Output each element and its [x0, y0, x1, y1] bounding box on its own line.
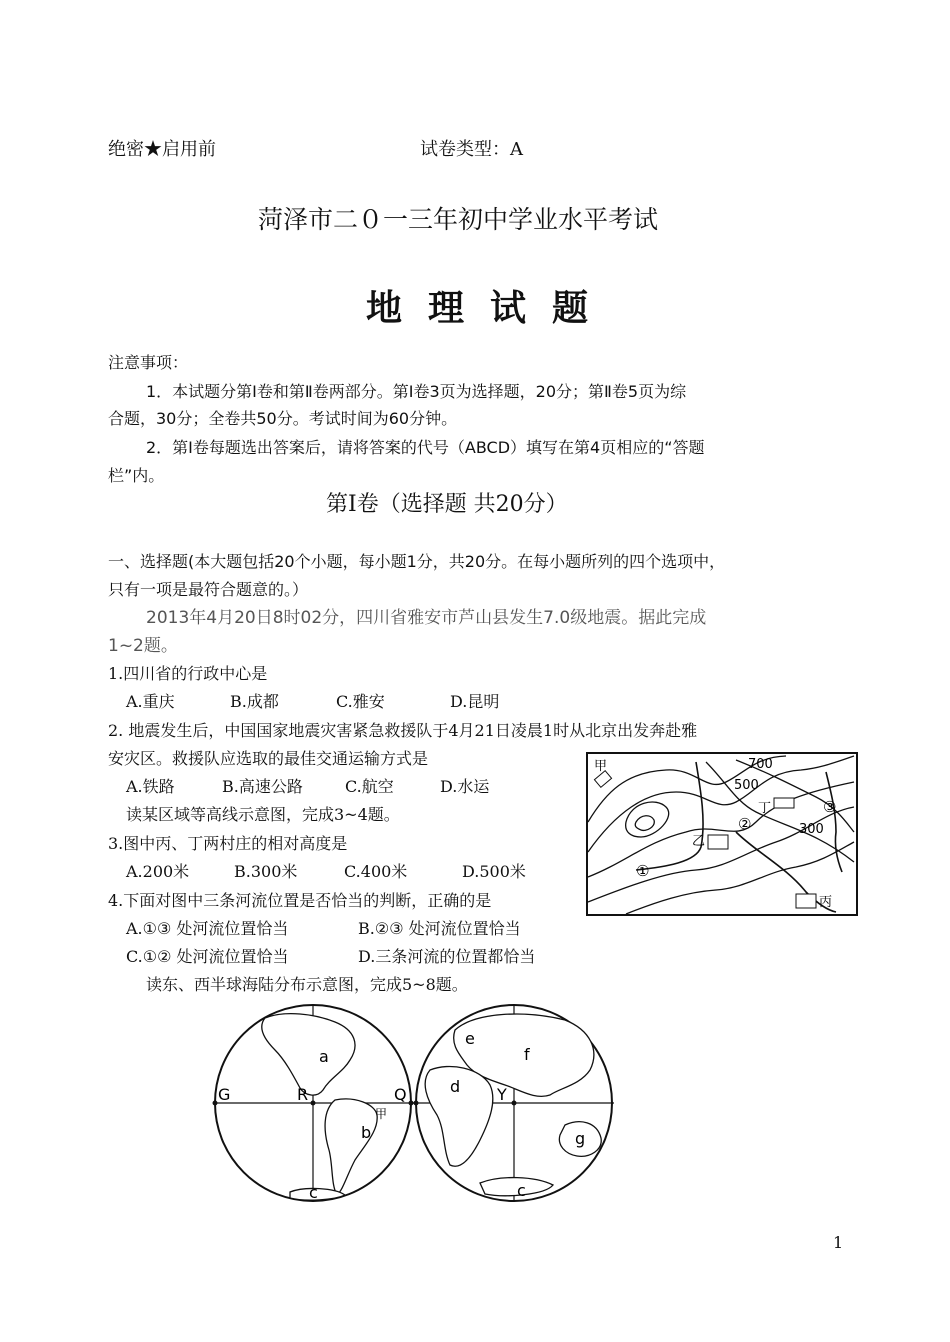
section-instruction-line1: 一、选择题(本大题包括20个小题，每小题1分，共20分。在每小题所列的四个选项中，: [108, 552, 726, 571]
q1-option-b: B.成都: [230, 692, 279, 711]
label-b: b: [361, 1123, 372, 1142]
contour-map: [586, 752, 858, 916]
q1-option-d: D.昆明: [450, 692, 500, 711]
label-jia-hemisphere: 甲: [375, 1107, 388, 1121]
intro-12-line2: 1~2题。: [108, 636, 178, 656]
village-bing-icon: [796, 894, 816, 908]
point-G-icon: [213, 1101, 218, 1106]
south-america-shape: [325, 1099, 377, 1195]
label-river-2: ②: [738, 815, 752, 833]
label-f: f: [524, 1045, 530, 1064]
label-500: 500: [734, 778, 759, 793]
label-jia: 甲: [594, 759, 608, 774]
label-Y: Y: [497, 1085, 507, 1104]
label-yi: 乙: [692, 834, 706, 849]
q4-stem: 4.下面对图中三条河流位置是否恰当的判断，正确的是: [108, 891, 492, 910]
intro-34: 读某区域等高线示意图，完成3~4题。: [126, 805, 400, 824]
notes-item1-line1: 1．本试题分第Ⅰ卷和第Ⅱ卷两部分。第Ⅰ卷3页为选择题，20分；第Ⅱ卷5页为综: [146, 382, 687, 401]
exam-title: 菏泽市二０一三年初中学业水平考试: [258, 205, 659, 234]
q3-stem: 3.图中丙、丁两村庄的相对高度是: [108, 834, 348, 853]
label-c-east: c: [517, 1181, 526, 1200]
q3-option-a: A.200米: [126, 862, 190, 881]
q3-option-b: B.300米: [234, 862, 298, 881]
village-yi-icon: [708, 835, 728, 849]
q3-option-c: C.400米: [344, 862, 408, 881]
notes-item2-line2: 栏”内。: [108, 466, 165, 485]
label-c-west: c: [309, 1183, 318, 1202]
page-number: 1: [833, 1233, 844, 1252]
intro-12-line1: 2013年4月20日8时02分，四川省雅安市芦山县发生7.0级地震。据此完成: [146, 608, 707, 628]
notes-item1-line2: 合题，30分；全卷共50分。考试时间为60分钟。: [108, 409, 458, 428]
label-Q: Q: [394, 1085, 407, 1104]
q3-option-d: D.500米: [462, 862, 526, 881]
label-bing: 丙: [819, 895, 833, 910]
label-a: a: [319, 1047, 329, 1066]
q2-stem-line1: 2. 地震发生后，中国国家地震灾害紧急救援队于4月21日凌晨1时从北京出发奔赴雅: [108, 721, 698, 740]
point-east-edge-icon: [414, 1101, 419, 1106]
label-river-1: ①: [636, 862, 650, 880]
hemisphere-map: [205, 1000, 625, 1210]
point-R-icon: [311, 1101, 316, 1106]
point-Y-icon: [512, 1101, 517, 1106]
q4-option-b: B.②③ 处河流位置恰当: [358, 919, 521, 938]
q1-option-c: C.雅安: [336, 692, 385, 711]
village-ding-icon: [774, 798, 794, 808]
label-d: d: [450, 1077, 461, 1096]
north-america-shape: [262, 1014, 355, 1095]
q4-option-a: A.①③ 处河流位置恰当: [126, 919, 289, 938]
page-title: 地理试题: [366, 288, 615, 329]
notes-heading: 注意事项：: [108, 353, 189, 372]
q2-option-d: D.水运: [440, 777, 490, 796]
q4-option-c: C.①② 处河流位置恰当: [126, 947, 289, 966]
q1-stem: 1.四川省的行政中心是: [108, 664, 268, 683]
label-R: R: [297, 1085, 309, 1104]
label-G: G: [218, 1085, 231, 1104]
paper-type: 试卷类型：A: [420, 139, 523, 160]
notes-item2-line1: 2．第Ⅰ卷每题选出答案后，请将答案的代号（ABCD）填写在第4页相应的“答题: [146, 438, 705, 457]
label-river-3: ③: [823, 798, 837, 816]
label-300: 300: [799, 822, 824, 837]
label-g: g: [575, 1129, 586, 1148]
label-ding: 丁: [758, 801, 772, 816]
point-Q-icon: [409, 1101, 414, 1106]
q2-option-c: C.航空: [345, 777, 394, 796]
label-700: 700: [748, 757, 773, 772]
q2-option-b: B.高速公路: [222, 777, 303, 796]
section-title: 第Ⅰ卷（选择题 共20分）: [326, 492, 568, 517]
label-e: e: [465, 1029, 475, 1048]
q1-option-a: A.重庆: [126, 692, 175, 711]
q2-option-a: A.铁路: [126, 777, 175, 796]
secret-label: 绝密★启用前: [108, 139, 216, 160]
intro-58: 读东、西半球海陆分布示意图，完成5~8题。: [146, 975, 468, 994]
q2-stem-line2: 安灾区。救援队应选取的最佳交通运输方式是: [108, 749, 429, 768]
section-instruction-line2: 只有一项是最符合题意的。）: [108, 580, 309, 599]
q4-option-d: D.三条河流的位置都恰当: [358, 947, 536, 966]
